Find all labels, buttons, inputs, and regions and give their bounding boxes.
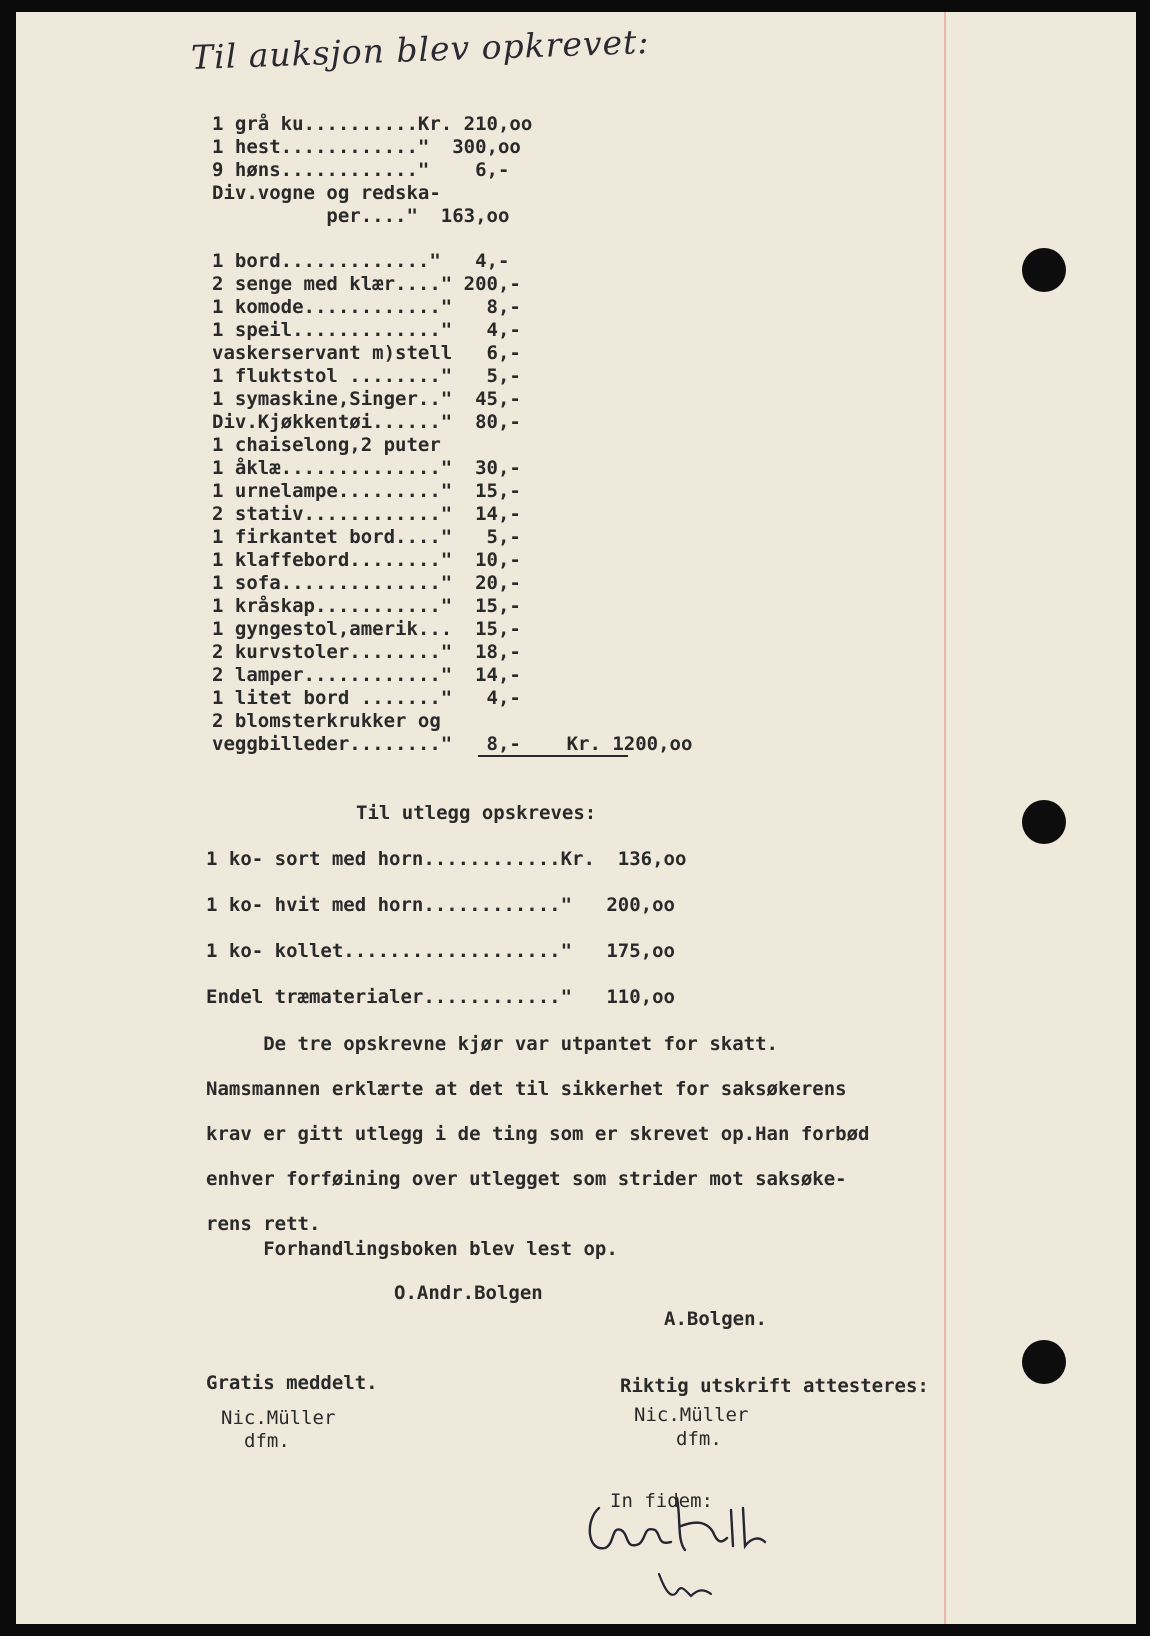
- attest-label: Riktig utskrift attesteres:: [620, 1375, 929, 1397]
- list-item: 1 åklæ.............." 30,-: [212, 457, 521, 479]
- utlegg-heading: Til utlegg opskreves:: [356, 802, 597, 824]
- utlegg-row: 1 ko- hvit med horn............" 200,oo: [206, 894, 675, 916]
- list-item: 1 komode............" 8,-: [212, 296, 521, 318]
- list-item: 2 stativ............" 14,-: [212, 503, 521, 525]
- list-item: 1 chaiselong,2 puter: [212, 434, 441, 456]
- list-item: 2 blomsterkrukker og: [212, 710, 441, 732]
- utlegg-row: 1 ko- kollet..................." 175,oo: [206, 940, 675, 962]
- list-item: 1 urnelampe........." 15,-: [212, 480, 521, 502]
- punch-hole: [1022, 800, 1066, 844]
- utlegg-row: Endel træmaterialer............" 110,oo: [206, 986, 675, 1008]
- list-item: per...." 163,oo: [212, 205, 510, 227]
- list-item: vaskerservant m)stell 6,-: [212, 342, 521, 364]
- list-item: 1 bord............." 4,-: [212, 250, 510, 272]
- list-item: 1 symaskine,Singer.." 45,-: [212, 388, 521, 410]
- right-name: Nic.Müller: [634, 1404, 749, 1426]
- list-item: 1 hest............" 300,oo: [212, 136, 521, 158]
- list-item: 2 lamper............" 14,-: [212, 664, 521, 686]
- left-title: dfm.: [244, 1430, 290, 1452]
- list-item: 1 kråskap..........." 15,-: [212, 595, 521, 617]
- document-page: [16, 12, 1136, 1624]
- list-item: 1 sofa.............." 20,-: [212, 572, 521, 594]
- list-item: 2 kurvstoler........" 18,-: [212, 641, 521, 663]
- list-item: 1 klaffebord........" 10,-: [212, 549, 521, 571]
- list-item: 1 fluktstol ........" 5,-: [212, 365, 521, 387]
- margin-rule: [944, 12, 946, 1624]
- punch-hole: [1022, 1340, 1066, 1384]
- body-line: enhver forføining over utlegget som strider mot saksøke-: [206, 1168, 847, 1190]
- handwritten-signature: [581, 1480, 821, 1620]
- body-line: Namsmannen erklærte at det til sikkerhet for saksøkerens: [206, 1078, 847, 1100]
- left-name: Nic.Müller: [221, 1407, 336, 1429]
- signature-2: A.Bolgen.: [664, 1308, 767, 1330]
- right-title: dfm.: [676, 1428, 722, 1450]
- utlegg-row: 1 ko- sort med horn............Kr. 136,oo: [206, 848, 687, 870]
- body-line: krav er gitt utlegg i de ting som er skrevet op.Han forbød: [206, 1123, 870, 1145]
- signature-1: O.Andr.Bolgen: [394, 1282, 543, 1304]
- body-line: Forhandlingsboken blev lest op.: [206, 1238, 618, 1260]
- punch-hole: [1022, 248, 1066, 292]
- body-line: De tre opskrevne kjør var utpantet for skatt.: [206, 1033, 778, 1055]
- list-item: 1 grå ku..........Kr. 210,oo: [212, 113, 533, 135]
- list-item: 1 speil............." 4,-: [212, 319, 521, 341]
- list-item-total: veggbilleder........" 8,- Kr. 1200,oo: [212, 733, 693, 755]
- list-item: Div.vogne og redska-: [212, 182, 441, 204]
- list-item: 9 høns............" 6,-: [212, 159, 510, 181]
- gratis-label: Gratis meddelt.: [206, 1372, 378, 1394]
- list-item: 1 litet bord ......." 4,-: [212, 687, 521, 709]
- list-item: Div.Kjøkkentøi......" 80,-: [212, 411, 521, 433]
- list-item: 2 senge med klær...." 200,-: [212, 273, 521, 295]
- in-fidem: In fidem:: [610, 1490, 713, 1512]
- subtotal-rule: [478, 755, 628, 757]
- list-item: 1 firkantet bord...." 5,-: [212, 526, 521, 548]
- handwritten-title: Til auksjon blev opkrevet:: [190, 22, 651, 77]
- body-line: rens rett.: [206, 1213, 321, 1235]
- list-item: 1 gyngestol,amerik... 15,-: [212, 618, 521, 640]
